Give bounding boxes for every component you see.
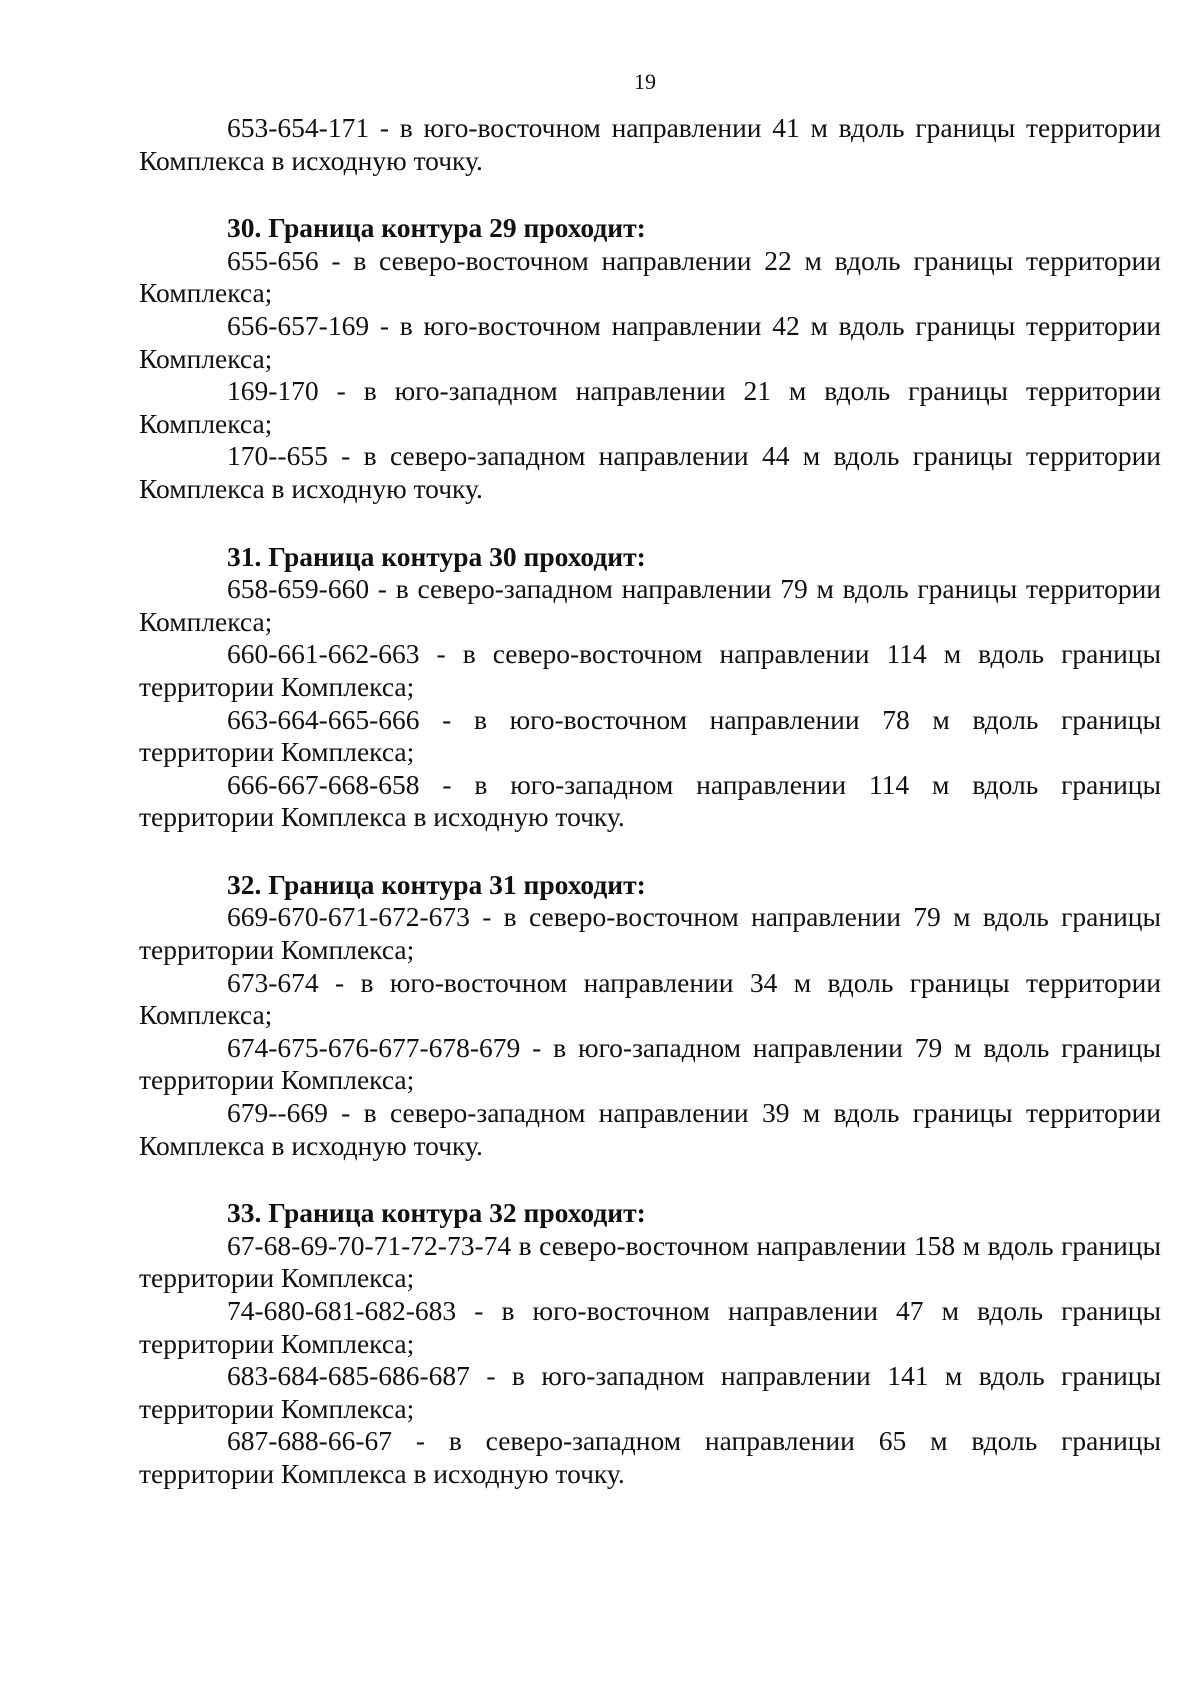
boundary-segment: 67-68-69-70-71-72-73-74 в северо-восточном направлении 158 м вдоль границы территории Комплекса; [139,1229,1161,1294]
boundary-segment: 656-657-169 - в юго-восточном направлении 42 м вдоль границы территории Комплекса; [139,309,1161,374]
boundary-segment: 673-674 - в юго-восточном направлении 34 м вдоль границы территории Комплекса; [139,966,1161,1031]
boundary-segment: 669-670-671-672-673 - в северо-восточном направлении 79 м вдоль границы территории Комплекса; [139,901,1161,966]
boundary-segment: 660-661-662-663 - в северо-восточном направлении 114 м вдоль границы территории Комплекса; [139,638,1161,702]
section-contour-30 [139,541,1161,834]
boundary-segment: 679--669 - в северо-западном направлении 39 м вдоль границы территории Комплекса в исходную точку. [139,1097,1161,1161]
boundary-segment: 658-659-660 - в северо-западном направлении 79 м вдоль границы территории Комплекса; [139,573,1161,637]
section-contour-31 [139,869,1161,1162]
section-heading: 32. Граница контура 31 проходит: [227,868,646,900]
section-heading: 33. Граница контура 32 проходит: [227,1197,646,1229]
boundary-segment: 674-675-676-677-678-679 - в юго-западном направлении 79 м вдоль границы территории Комплекса; [139,1031,1161,1096]
boundary-segment: 170--655 - в северо-западном направлении 44 м вдоль границы территории Комплекса в исходную точку. [139,440,1161,504]
page-number: 19 [634,69,656,94]
section-heading: 30. Граница контура 29 проходит: [227,212,646,244]
intro-paragraph: 653-654-171 - в юго-восточном направлении 41 м вдоль границы территории Комплекса в исходную точку. [139,112,1161,176]
boundary-segment: 74-680-681-682-683 - в юго-восточном направлении 47 м вдоль границы территории Комплекса; [139,1295,1161,1359]
boundary-segment: 687-688-66-67 - в северо-западном направлении 65 м вдоль границы территории Комплекса в исходную точку. [139,1425,1161,1489]
boundary-segment: 169-170 - в юго-западном направлении 21 м вдоль границы территории Комплекса; [139,375,1161,439]
boundary-segment: 663-664-665-666 - в юго-восточном направлении 78 м вдоль границы территории Комплекса; [139,703,1161,768]
boundary-segment: 655-656 - в северо-восточном направлении 22 м вдоль границы территории Комплекса; [139,244,1161,309]
section-contour-32 [139,1197,1161,1490]
section-contour-29 [139,212,1161,505]
document-body [139,112,1161,1491]
section-heading: 31. Граница контура 30 проходит: [227,540,646,572]
boundary-segment: 683-684-685-686-687 - в юго-западном направлении 141 м вдоль границы территории Комплекса; [139,1360,1161,1424]
boundary-segment: 666-667-668-658 - в юго-западном направлении 114 м вдоль границы территории Комплекса в исходную точку. [139,768,1161,833]
